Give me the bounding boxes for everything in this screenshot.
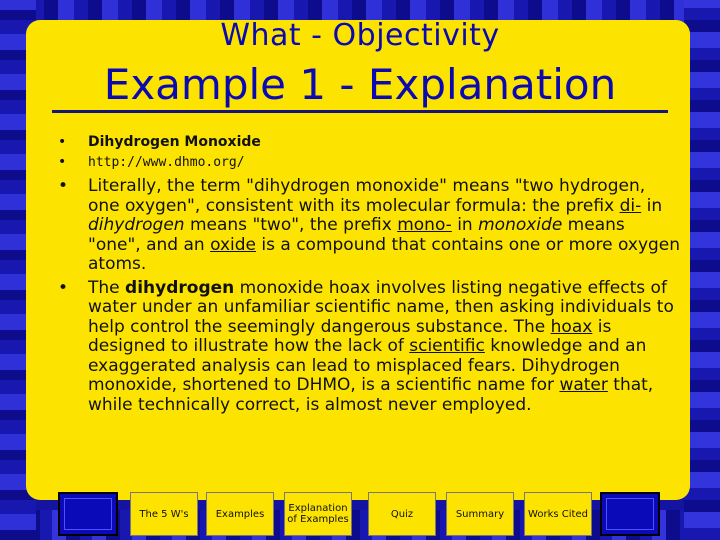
bullet-list bbox=[58, 132, 682, 415]
navigation-bar bbox=[58, 492, 658, 536]
bullet-text: Literally, the term "dihydrogen monoxide" means "two hydrogen, one oxygen", consistent with its molecular formula: the prefix di- in dihydrogen means "two", the prefix mono- in monoxide means "one", and an oxide is a compound that contains one or more oxygen atoms. bbox=[88, 176, 681, 274]
bullet-item bbox=[58, 177, 682, 275]
nav-works-cited-button[interactable]: Works Cited bbox=[524, 492, 592, 536]
bullet-dot: • bbox=[58, 176, 69, 196]
bullet-text: Dihydrogen Monoxide bbox=[88, 134, 261, 150]
nav-summary-button[interactable]: Summary bbox=[446, 492, 514, 536]
title-divider bbox=[52, 110, 668, 113]
nav-explanation-button[interactable] bbox=[284, 492, 352, 536]
bullet-text: The dihydrogen monoxide hoax involves listing negative effects of water under an unfamiliar scientific name, then asking individuals to help control the seemingly dangerous substance. The hoax is designed to illustrate how the lack of scientific knowledge and an exaggerated analysis can lead to misplaced fears. Dihydrogen monoxide, shortened to DHMO, is a scientific name for water that, while technically correct, is almost never employed. bbox=[88, 277, 674, 415]
nav-quiz-button[interactable]: Quiz bbox=[368, 492, 436, 536]
nav-back-button[interactable] bbox=[58, 492, 118, 536]
bullet-dot: • bbox=[58, 154, 67, 170]
bullet-dot: • bbox=[58, 134, 67, 150]
nav-examples-button[interactable]: Examples bbox=[206, 492, 274, 536]
nav-forward-button[interactable] bbox=[600, 492, 660, 536]
bullet-link[interactable]: http://www.dhmo.org/ bbox=[88, 155, 245, 170]
bullet-item bbox=[58, 152, 682, 173]
slide-title: Example 1 - Explanation bbox=[103, 60, 617, 109]
bullet-item bbox=[58, 132, 682, 152]
bullet-item bbox=[58, 279, 682, 416]
nav-explanation-label: Explanation of Examples bbox=[287, 503, 349, 525]
bullet-dot: • bbox=[58, 277, 69, 298]
slide-subtitle: What - Objectivity bbox=[220, 18, 500, 53]
nav-five-ws-button[interactable]: The 5 W's bbox=[130, 492, 198, 536]
